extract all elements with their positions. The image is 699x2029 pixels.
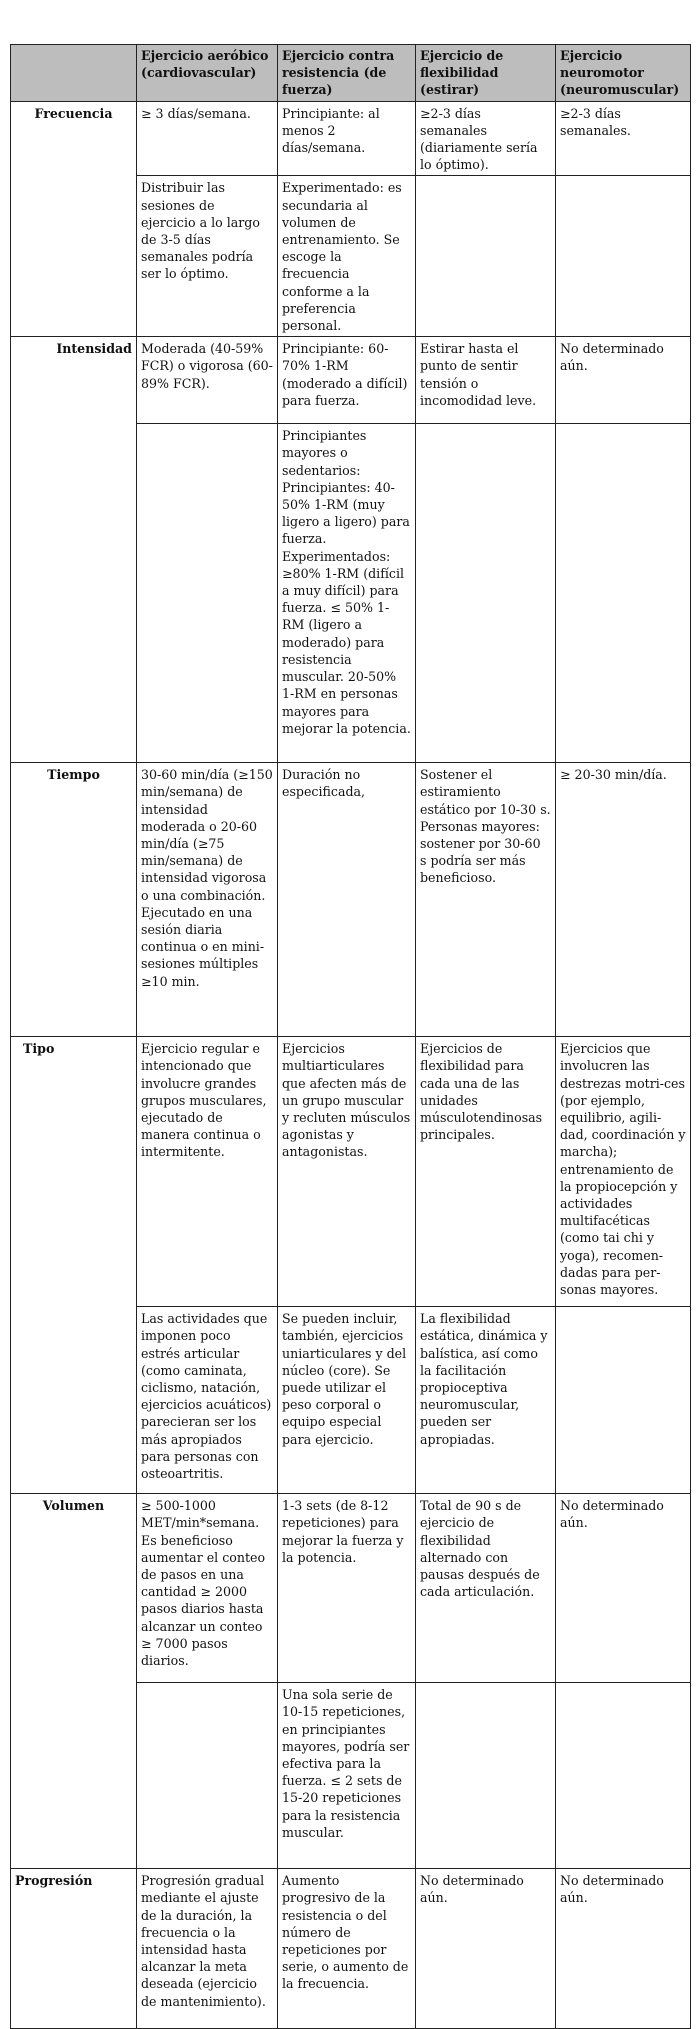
cell-tipo-resistance: Ejercicios multiarticulares que afecten más de un grupo muscular y recluten músculos agonistas y antagonistas. — [278, 1037, 416, 1307]
cell-frecuencia-resistance: Principiante: al menos 2 días/semana. — [278, 101, 416, 176]
cell-tiempo-aerobic: 30-60 min/día (≥150 min/semana) de intensidad moderada o 20-60 min/día (≥75 min/semana) de intensidad vigorosa o una combinación. Ejecutado en una sesión diaria continua o en mini-sesiones múltiples ≥10 min. — [137, 763, 278, 1037]
row-label-intensidad: Intensidad — [11, 337, 137, 763]
cell-frecuencia-neuromotor-2 — [556, 176, 691, 337]
row-volumen-1 — [11, 1494, 691, 1683]
cell-intensidad-aerobic: Moderada (40-59% FCR) o vigorosa (60-89% FCR). — [137, 337, 278, 424]
cell-progresion-flexibility: No determinado aún. — [416, 1869, 556, 2029]
row-label-tipo: Tipo — [11, 1037, 137, 1494]
cell-progresion-neuromotor: No determinado aún. — [556, 1869, 691, 2029]
cell-intensidad-neuromotor: No determinado aún. — [556, 337, 691, 424]
cell-progresion-aerobic: Progresión gradual mediante el ajuste de la duración, la frecuencia o la intensidad hasta alcanzar la meta deseada (ejercicio de mantenimiento). — [137, 1869, 278, 2029]
cell-intensidad-resistance-2: Principiantes mayores o sedentarios: Principiantes: 40-50% 1-RM (muy ligero a ligero) para fuerza. Experimentados: ≥80% 1-RM (difícil a muy difícil) para fuerza. ≤ 50% 1-RM (ligero a moderado) para resistencia muscular. 20-50% 1-RM en personas mayores para mejorar la potencia. — [278, 424, 416, 763]
row-frecuencia-1 — [11, 101, 691, 176]
cell-tipo-neuromotor-2 — [556, 1307, 691, 1494]
row-label-frecuencia: Frecuencia — [11, 101, 137, 337]
cell-volumen-flexibility: Total de 90 s de ejercicio de flexibilidad alternado con pausas después de cada articulación. — [416, 1494, 556, 1683]
row-label-progresion: Progresión — [11, 1869, 137, 2029]
row-label-tiempo: Tiempo — [11, 763, 137, 1037]
cell-tipo-aerobic-2: Las actividades que imponen poco estrés articular (como caminata, ciclismo, natación, ejercicios acuáticos) parecieran ser los más apropiados para personas con osteoartritis. — [137, 1307, 278, 1494]
row-intensidad-1 — [11, 337, 691, 424]
cell-tipo-aerobic: Ejercicio regular e intencionado que involucre grandes grupos musculares, ejecutado de manera continua o intermitente. — [137, 1037, 278, 1307]
cell-volumen-resistance: 1-3 sets (de 8-12 repeticiones) para mejorar la fuerza y la potencia. — [278, 1494, 416, 1683]
cell-frecuencia-aerobic-2: Distribuir las sesiones de ejercicio a lo largo de 3-5 días semanales podría ser lo óptimo. — [137, 176, 278, 337]
cell-tipo-resistance-2: Se pueden incluir, también, ejercicios uniarticulares y del núcleo (core). Se puede utilizar el peso corporal o equipo especial para ejercicio. — [278, 1307, 416, 1494]
cell-tipo-flexibility: Ejercicios de flexibilidad para cada una de las unidades músculotendinosas principales. — [416, 1037, 556, 1307]
row-tiempo — [11, 763, 691, 1037]
cell-intensidad-aerobic-2 — [137, 424, 278, 763]
cell-frecuencia-flexibility-2 — [416, 176, 556, 337]
header-flexibility: Ejercicio de flexibilidad (estirar) — [416, 45, 556, 102]
cell-volumen-neuromotor-2 — [556, 1683, 691, 1869]
cell-intensidad-flexibility-2 — [416, 424, 556, 763]
row-label-volumen: Volumen — [11, 1494, 137, 1869]
row-tipo-1 — [11, 1037, 691, 1307]
cell-tipo-flexibility-2: La flexibilidad estática, dinámica y balística, así como la facilitación propioceptiva neuromuscular, pueden ser apropiadas. — [416, 1307, 556, 1494]
header-resistance: Ejercicio contra resistencia (de fuerza) — [278, 45, 416, 102]
cell-volumen-flexibility-2 — [416, 1683, 556, 1869]
cell-volumen-resistance-2: Una sola serie de 10-15 repeticiones, en principiantes mayores, podría ser efectiva para la fuerza. ≤ 2 sets de 15-20 repeticiones para la resistencia muscular. — [278, 1683, 416, 1869]
cell-tiempo-neuromotor: ≥ 20-30 min/día. — [556, 763, 691, 1037]
cell-intensidad-resistance: Principiante: 60-70% 1-RM (moderado a difícil) para fuerza. — [278, 337, 416, 424]
cell-volumen-aerobic: ≥ 500-1000 MET/min*semana. Es beneficioso aumentar el conteo de pasos en una cantidad ≥ 2000 pasos diarios hasta alcanzar un conteo ≥ 7000 pasos diarios. — [137, 1494, 278, 1683]
header-corner — [11, 45, 137, 102]
cell-progresion-resistance: Aumento progresivo de la resistencia o del número de repeticiones por serie, o aumento de la frecuencia. — [278, 1869, 416, 2029]
header-neuromotor: Ejercicio neuromotor (neuromuscular) — [556, 45, 691, 102]
cell-volumen-aerobic-2 — [137, 1683, 278, 1869]
exercise-recommendations-table — [10, 44, 691, 2029]
header-aerobic: Ejercicio aeróbico (cardiovascular) — [137, 45, 278, 102]
row-progresion — [11, 1869, 691, 2029]
header-row — [11, 45, 691, 102]
cell-intensidad-neuromotor-2 — [556, 424, 691, 763]
cell-intensidad-flexibility: Estirar hasta el punto de sentir tensión o incomodidad leve. — [416, 337, 556, 424]
cell-frecuencia-resistance-2: Experimentado: es secundaria al volumen de entrenamiento. Se escoge la frecuencia conforme a la preferencia personal. — [278, 176, 416, 337]
cell-frecuencia-aerobic: ≥ 3 días/semana. — [137, 101, 278, 176]
cell-tipo-neuromotor: Ejercicios que involucren las destrezas motri-ces (por ejemplo, equilibrio, agili-dad, coordinación y marcha); entrenamiento de la propiocepción y actividades multifacéticas (como tai chi y yoga), recomen-dadas para per-sonas mayores. — [556, 1037, 691, 1307]
cell-frecuencia-neuromotor: ≥2-3 días semanales. — [556, 101, 691, 176]
cell-frecuencia-flexibility: ≥2-3 días semanales (diariamente sería lo óptimo). — [416, 101, 556, 176]
cell-tiempo-resistance: Duración no especificada, — [278, 763, 416, 1037]
cell-tiempo-flexibility: Sostener el estiramiento estático por 10-30 s. Personas mayores: sostener por 30-60 s podría ser más beneficioso. — [416, 763, 556, 1037]
cell-volumen-neuromotor: No determinado aún. — [556, 1494, 691, 1683]
